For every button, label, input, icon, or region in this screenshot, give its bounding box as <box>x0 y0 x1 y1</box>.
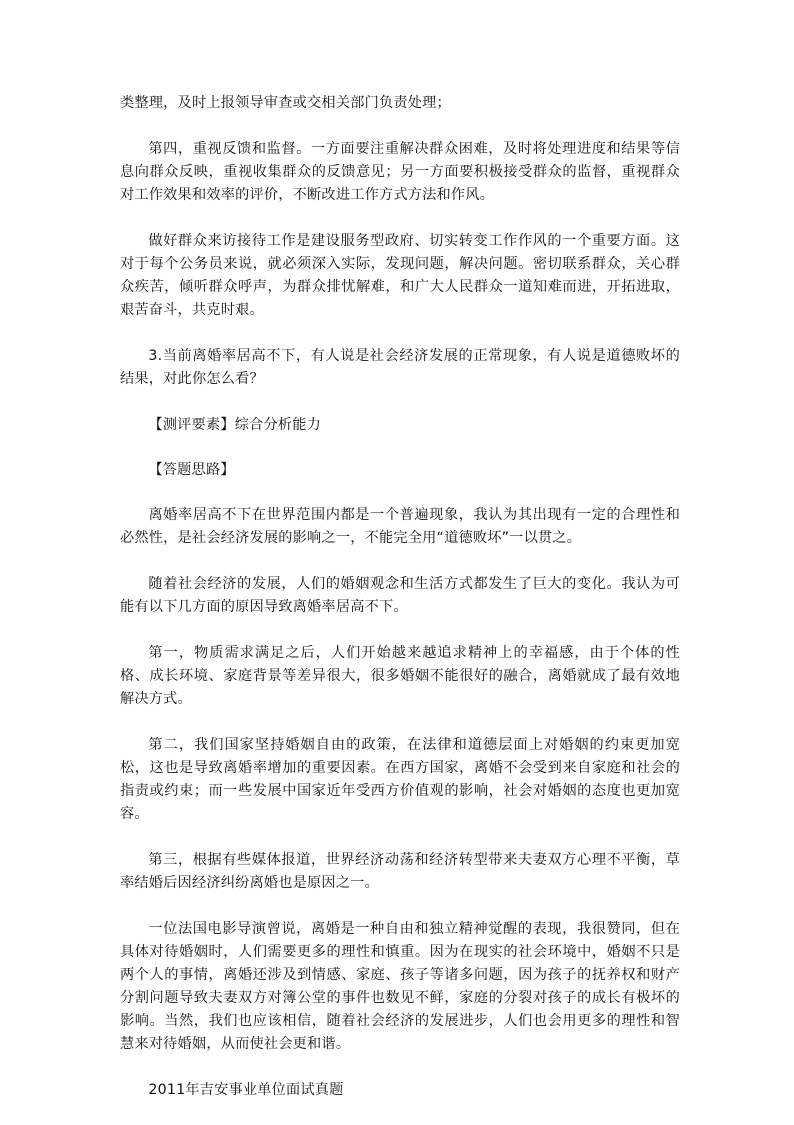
paragraph-feedback-supervision: 第四，重视反馈和监督。一方面要注重解决群众困难，及时将处理进度和结果等信息向群众反映，重视收集群众的反馈意见；另一方面要积极接受群众的监督，重视群众对工作效果和效率的评价，不断改进工作方式方法和作风。 <box>120 141 680 203</box>
paragraph-social-change: 随着社会经济的发展，人们的婚姻观念和生活方式都发生了巨大的变化。我认为可能有以下几方面的原因导致离婚率居高不下。 <box>120 576 680 615</box>
paragraph-reception-summary: 做好群众来访接待工作是建设服务型政府、切实转变工作作风的一个重要方面。这对于每个公务员来说，就必须深入实际，发现问题，解决问题。密切联系群众，关心群众疾苦，倾听群众呼声，为群众排忧解难，和广大人民群众一道知难而进，开拓进取，艰苦奋斗，共克时艰。 <box>120 233 680 318</box>
document-page <box>120 92 680 1125</box>
question-3: 3.当前离婚率居高不下，有人说是社会经济发展的正常现象，有人说是道德败坏的结果，对此你怎么看？ <box>120 348 680 387</box>
evaluation-elements-label: 【测评要素】综合分析能力 <box>148 417 322 433</box>
paragraph-reason-1: 第一，物质需求满足之后，人们开始越来越追求精神上的幸福感，由于个体的性格、成长环境、家庭背景等差异很大，很多婚姻不能很好的融合，离婚就成了最有效地解决方式。 <box>120 645 680 707</box>
section-heading-2011-jian: 2011年吉安事业单位面试真题 <box>148 1082 344 1098</box>
answer-approach-label: 【答题思路】 <box>148 462 235 478</box>
paragraph-conclusion: 一位法国电影导演曾说，离婚是一种自由和独立精神觉醒的表现，我很赞同，但在具体对待婚姻时，人们需要更多的理性和慎重。因为在现实的社会环境中，婚姻不只是两个人的事情，离婚还涉及到情感、家庭、孩子等诸多问题，因为孩子的抚养权和财产分割问题导致夫妻双方对簿公堂的事件也数见不鲜，家庭的分裂对孩子的成长有极坏的影响。当然，我们也应该相信，随着社会经济的发展进步，人们也会用更多的理性和智慧来对待婚姻，从而使社会更和谐。 <box>120 921 680 1052</box>
paragraph-reason-2: 第二，我们国家坚持婚姻自由的政策，在法律和道德层面上对婚姻的约束更加宽松，这也是导致离婚率增加的重要因素。在西方国家，离婚不会受到来自家庭和社会的指责或约束；而一些发展中国家近年受西方价值观的影响，社会对婚姻的态度也更加宽容。 <box>120 737 680 822</box>
paragraph-divorce-intro: 离婚率居高不下在世界范围内都是一个普遍现象，我认为其出现有一定的合理性和必然性，是社会经济发展的影响之一，不能完全用“道德败坏”一以贯之。 <box>120 507 680 546</box>
paragraph-continuation: 类整理，及时上报领导审查或交相关部门负责处理； <box>120 95 451 111</box>
paragraph-reason-3: 第三，根据有些媒体报道，世界经济动荡和经济转型带来夫妻双方心理不平衡，草率结婚后因经济纠纷离婚也是原因之一。 <box>120 852 680 891</box>
